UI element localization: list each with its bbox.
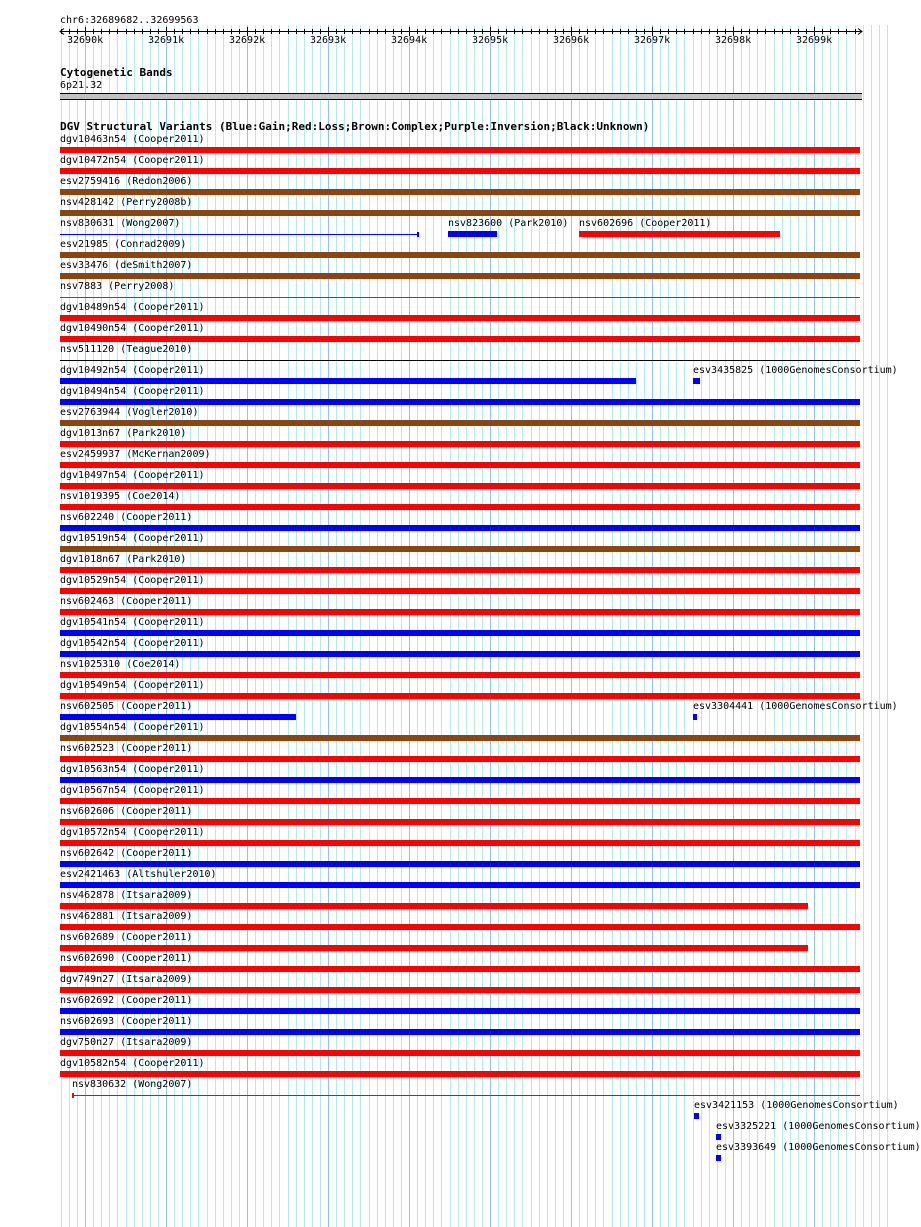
- variant-label[interactable]: nsv602240 (Cooper2011): [60, 512, 193, 523]
- cytoband-bar[interactable]: [60, 93, 862, 100]
- variant-bar[interactable]: [60, 861, 860, 867]
- variant-line[interactable]: [60, 360, 860, 361]
- track-title-cytoband: Cytogenetic Bands: [60, 66, 173, 79]
- variant-label[interactable]: esv33476 (deSmith2007): [60, 260, 193, 271]
- variant-bar[interactable]: [60, 903, 808, 909]
- variant-label[interactable]: nsv602523 (Cooper2011): [60, 743, 193, 754]
- variant-label[interactable]: dgv10554n54 (Cooper2011): [60, 722, 205, 733]
- variant-label[interactable]: nsv602692 (Cooper2011): [60, 995, 193, 1006]
- variant-label[interactable]: dgv10497n54 (Cooper2011): [60, 470, 205, 481]
- variant-label[interactable]: dgv750n27 (Itsara2009): [60, 1037, 193, 1048]
- variant-label[interactable]: nsv462881 (Itsara2009): [60, 911, 193, 922]
- variant-label[interactable]: dgv10582n54 (Cooper2011): [60, 1058, 205, 1069]
- variant-bar[interactable]: [60, 693, 860, 699]
- variant-bar[interactable]: [60, 399, 860, 405]
- variant-bar[interactable]: [60, 609, 860, 615]
- variant-bar[interactable]: [60, 588, 860, 594]
- variant-label[interactable]: nsv602505 (Cooper2011): [60, 701, 193, 712]
- variant-label[interactable]: esv3325221 (1000GenomesConsortium): [716, 1121, 921, 1132]
- ruler-tick-label: 32699k: [796, 35, 833, 46]
- cytoband-label: 6p21.32: [60, 80, 103, 91]
- variant-bar[interactable]: [60, 1008, 860, 1014]
- variant-label[interactable]: esv3393649 (1000GenomesConsortium): [716, 1142, 921, 1153]
- variant-bar[interactable]: [60, 378, 636, 384]
- variant-label[interactable]: dgv10541n54 (Cooper2011): [60, 617, 205, 628]
- variant-bar[interactable]: [60, 441, 860, 447]
- variant-bar[interactable]: [60, 630, 860, 636]
- variant-bar[interactable]: [60, 966, 860, 972]
- variant-label[interactable]: nsv1019395 (Coe2014): [60, 491, 181, 502]
- variant-label[interactable]: esv3435825 (1000GenomesConsortium): [693, 365, 898, 376]
- variant-label[interactable]: nsv830632 (Wong2007): [72, 1079, 193, 1090]
- ruler-tick-label: 32691k: [148, 35, 185, 46]
- ruler-tick-label: 32692k: [229, 35, 266, 46]
- variant-label[interactable]: nsv602689 (Cooper2011): [60, 932, 193, 943]
- variant-label[interactable]: dgv10463n54 (Cooper2011): [60, 134, 205, 145]
- variant-label[interactable]: dgv1018n67 (Park2010): [60, 554, 187, 565]
- location-label: chr6:32689682..32699563: [60, 15, 199, 26]
- variant-bar[interactable]: [60, 315, 860, 321]
- variant-bar[interactable]: [60, 168, 860, 174]
- variant-bar[interactable]: [60, 924, 860, 930]
- variant-label[interactable]: esv2459937 (McKernan2009): [60, 449, 211, 460]
- variant-label[interactable]: nsv602642 (Cooper2011): [60, 848, 193, 859]
- variant-end-tick[interactable]: [72, 1093, 74, 1098]
- variant-label[interactable]: nsv1025310 (Coe2014): [60, 659, 181, 670]
- variant-bar[interactable]: [693, 378, 700, 384]
- variant-label[interactable]: dgv10490n54 (Cooper2011): [60, 323, 205, 334]
- variant-bar[interactable]: [60, 525, 860, 531]
- variant-bar[interactable]: [716, 1134, 721, 1140]
- variant-bar[interactable]: [60, 882, 860, 888]
- variant-bar[interactable]: [60, 147, 860, 153]
- ruler-axis: [0, 24, 890, 38]
- variant-bar[interactable]: [60, 420, 860, 426]
- variant-label[interactable]: nsv602606 (Cooper2011): [60, 806, 193, 817]
- variant-bar[interactable]: [694, 1113, 699, 1119]
- variant-bar[interactable]: [60, 1029, 860, 1035]
- variant-bar[interactable]: [60, 735, 860, 741]
- variant-label[interactable]: nsv602690 (Cooper2011): [60, 953, 193, 964]
- variant-line[interactable]: [60, 234, 418, 235]
- variant-bar[interactable]: [693, 714, 697, 720]
- variant-bar[interactable]: [60, 714, 296, 720]
- variant-bar[interactable]: [60, 210, 860, 216]
- variant-label[interactable]: nsv602463 (Cooper2011): [60, 596, 193, 607]
- variant-label[interactable]: dgv10529n54 (Cooper2011): [60, 575, 205, 586]
- variant-label[interactable]: esv21985 (Conrad2009): [60, 239, 187, 250]
- variant-label[interactable]: esv3421153 (1000GenomesConsortium): [694, 1100, 899, 1111]
- ruler-tick-label: 32698k: [715, 35, 752, 46]
- variant-label[interactable]: dgv10572n54 (Cooper2011): [60, 827, 205, 838]
- ruler-tick-label: 32696k: [553, 35, 590, 46]
- variant-bar[interactable]: [60, 672, 860, 678]
- variant-label[interactable]: nsv428142 (Perry2008b): [60, 197, 193, 208]
- ruler-tick-label: 32690k: [67, 35, 104, 46]
- variant-bar[interactable]: [60, 945, 808, 951]
- variant-label[interactable]: nsv830631 (Wong2007): [60, 218, 181, 229]
- variant-label[interactable]: dgv10549n54 (Cooper2011): [60, 680, 205, 691]
- variant-bar[interactable]: [60, 273, 860, 279]
- variant-bar[interactable]: [60, 840, 860, 846]
- variant-end-tick[interactable]: [417, 232, 419, 237]
- ruler-tick-label: 32693k: [310, 35, 347, 46]
- variant-bar[interactable]: [448, 231, 497, 237]
- variant-label[interactable]: nsv602696 (Cooper2011): [579, 218, 712, 229]
- variant-bar[interactable]: [60, 504, 860, 510]
- variant-bar[interactable]: [60, 567, 860, 573]
- variant-label[interactable]: dgv10563n54 (Cooper2011): [60, 764, 205, 775]
- variant-label[interactable]: esv2763944 (Vogler2010): [60, 407, 199, 418]
- variant-line[interactable]: [60, 297, 860, 298]
- variant-label[interactable]: dgv749n27 (Itsara2009): [60, 974, 193, 985]
- variant-bar[interactable]: [60, 1071, 860, 1077]
- variant-bar[interactable]: [60, 819, 860, 825]
- variant-line[interactable]: [72, 1095, 860, 1096]
- variant-label[interactable]: dgv10519n54 (Cooper2011): [60, 533, 205, 544]
- variant-label[interactable]: esv2421463 (Altshuler2010): [60, 869, 217, 880]
- variant-bar[interactable]: [579, 231, 780, 237]
- variant-bar[interactable]: [716, 1155, 721, 1161]
- track-title-dgv: DGV Structural Variants (Blue:Gain;Red:Loss;Brown:Complex;Purple:Inversion;Black:Unknown): [60, 120, 650, 133]
- variant-bar[interactable]: [60, 189, 860, 195]
- variant-label[interactable]: dgv10492n54 (Cooper2011): [60, 365, 205, 376]
- variant-label[interactable]: nsv7883 (Perry2008): [60, 281, 175, 292]
- variant-label[interactable]: nsv823600 (Park2010): [448, 218, 569, 229]
- variant-label[interactable]: esv2759416 (Redon2006): [60, 176, 193, 187]
- variant-label[interactable]: dgv10567n54 (Cooper2011): [60, 785, 205, 796]
- variant-bar[interactable]: [60, 777, 860, 783]
- variant-label[interactable]: esv3304441 (1000GenomesConsortium): [693, 701, 898, 712]
- variant-bar[interactable]: [60, 483, 860, 489]
- variant-label[interactable]: nsv462878 (Itsara2009): [60, 890, 193, 901]
- ruler-tick-label: 32697k: [634, 35, 671, 46]
- variant-bar[interactable]: [60, 1050, 860, 1056]
- variant-bar[interactable]: [60, 798, 860, 804]
- variant-label[interactable]: dgv1013n67 (Park2010): [60, 428, 187, 439]
- variant-bar[interactable]: [60, 987, 860, 993]
- variant-label[interactable]: dgv10494n54 (Cooper2011): [60, 386, 205, 397]
- variant-label[interactable]: nsv511120 (Teague2010): [60, 344, 193, 355]
- variant-bar[interactable]: [60, 546, 860, 552]
- variant-bar[interactable]: [60, 462, 860, 468]
- variant-bar[interactable]: [60, 336, 860, 342]
- variant-label[interactable]: nsv602693 (Cooper2011): [60, 1016, 193, 1027]
- variant-label[interactable]: dgv10542n54 (Cooper2011): [60, 638, 205, 649]
- variant-label[interactable]: dgv10472n54 (Cooper2011): [60, 155, 205, 166]
- variant-bar[interactable]: [60, 651, 860, 657]
- ruler-tick-label: 32695k: [472, 35, 509, 46]
- ruler-tick-label: 32694k: [391, 35, 428, 46]
- variant-label[interactable]: dgv10489n54 (Cooper2011): [60, 302, 205, 313]
- variant-bar[interactable]: [60, 756, 860, 762]
- variant-bar[interactable]: [60, 252, 860, 258]
